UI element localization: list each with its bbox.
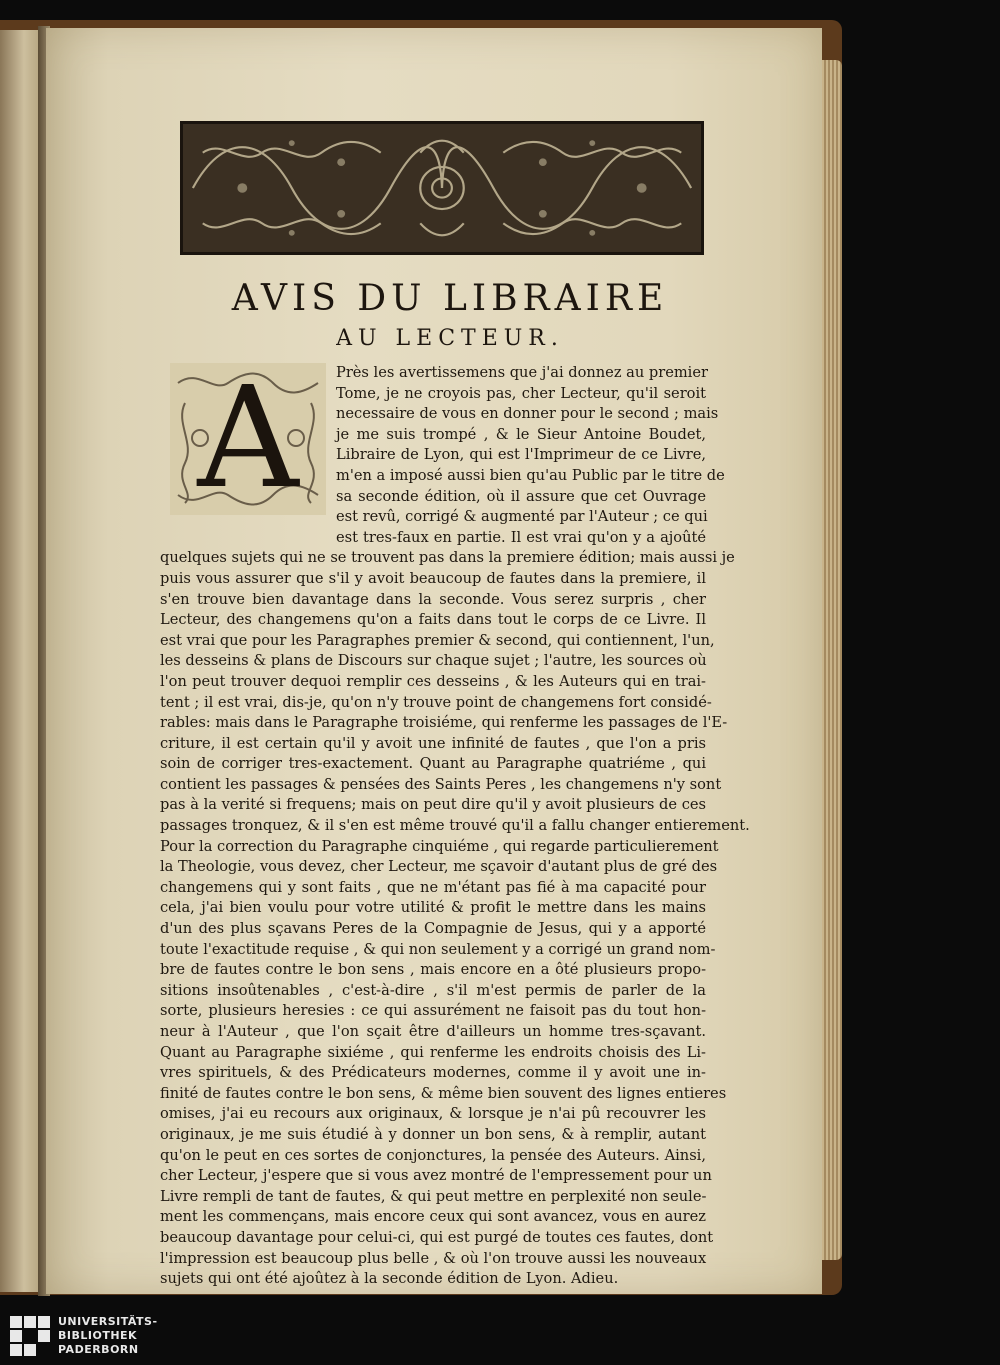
text-line: les desseins & plans de Discours sur chaque sujet ; l'autre, les sources où bbox=[160, 652, 707, 670]
text-line: pas à la verité si frequens; mais on peut dire qu'il y avoit plusieurs de ces bbox=[160, 796, 706, 814]
text-line: bre de fautes contre le bon sens , mais encore en a ôté plusieurs propo- bbox=[160, 961, 706, 979]
text-line: quelques sujets qui ne se trouvent pas dans la premiere édition; mais aussi je bbox=[160, 549, 735, 567]
text-line: beaucoup davantage pour celui-ci, qui est purgé de toutes ces fautes, dont bbox=[160, 1228, 714, 1246]
body-text bbox=[160, 357, 750, 1290]
facing-page bbox=[0, 30, 40, 1292]
text-line: necessaire de vous en donner pour le second ; mais bbox=[336, 405, 719, 423]
page-title: AVIS DU LIBRAIRE bbox=[231, 278, 669, 319]
text-line: est revû, corrigé & augmenté par l'Auteur ; ce qui bbox=[336, 508, 708, 526]
text-line: d'un des plus sçavans Peres de la Compagnie de Jesus, qui y a apporté bbox=[160, 920, 706, 938]
text-line: est vrai que pour les Paragraphes premier & second, qui contiennent, l'un, bbox=[160, 631, 715, 649]
text-line: est tres-faux en partie. Il est vrai qu'on y a ajoûté bbox=[336, 528, 706, 546]
text-line: la Theologie, vous devez, cher Lecteur, me sçavoir d'autant plus de gré des bbox=[160, 858, 718, 876]
text-line: originaux, je me suis étudié à y donner un bon sens, & à remplir, autant bbox=[160, 1125, 706, 1143]
text-line: m'en a imposé aussi bien qu'au Public par le titre de bbox=[336, 466, 725, 484]
text-line: l'impression est beaucoup plus belle , & où l'on trouve aussi les nouveaux bbox=[160, 1249, 707, 1267]
logo-line-1: UNIVERSITÄTS- bbox=[58, 1315, 158, 1328]
text-line: je me suis trompé , & le Sieur Antoine Boudet, bbox=[336, 425, 706, 443]
text-line: Quant au Paragraphe sixiéme , qui renferme les endroits choisis des Li- bbox=[160, 1043, 706, 1061]
text-line: soin de corriger tres-exactement. Quant au Paragraphe quatriéme , qui bbox=[160, 755, 706, 773]
text-line: l'on peut trouver dequoi remplir ces desseins , & les Auteurs qui en trai- bbox=[160, 672, 706, 690]
text-line: passages tronquez, & il s'en est même trouvé qu'il a fallu changer entierement. bbox=[160, 817, 750, 835]
text-line: Près les avertissemens que j'ai donnez au premier bbox=[336, 364, 708, 381]
page-subtitle: AU LECTEUR. bbox=[336, 326, 564, 351]
text-line: sitions insoûtenables , c'est-à-dire , s'il m'est permis de parler de la bbox=[160, 981, 706, 999]
logo-line-2: BIBLIOTHEK bbox=[58, 1329, 138, 1342]
text-line: sujets qui ont été ajoûtez à la seconde édition de Lyon. Adieu. bbox=[160, 1270, 619, 1288]
text-line: qu'on le peut en ces sortes de conjonctures, la pensée des Auteurs. Ainsi, bbox=[160, 1146, 706, 1164]
text-line: Pour la correction du Paragraphe cinquiéme , qui regarde particulierement bbox=[160, 837, 719, 855]
text-line: vres spirituels, & des Prédicateurs modernes, comme il y avoit une in- bbox=[160, 1064, 706, 1082]
drop-cap-letter: A bbox=[197, 357, 299, 520]
text-line: finité de fautes contre le bon sens, & même bien souvent des lignes entieres bbox=[160, 1084, 727, 1102]
text-line: omises, j'ai eu recours aux originaux, & lorsque je n'ai pû recouvrer les bbox=[160, 1105, 706, 1123]
text-line: sa seconde édition, où il assure que cet Ouvrage bbox=[336, 487, 706, 505]
text-line: cher Lecteur, j'espere que si vous avez montré de l'empressement pour un bbox=[160, 1167, 712, 1185]
logo-line-3: PADERBORN bbox=[58, 1343, 139, 1356]
text-line: puis vous assurer que s'il y avoit beaucoup de fautes dans la premiere, il bbox=[160, 569, 706, 587]
library-logo-icon bbox=[8, 1314, 52, 1358]
text-line: tent ; il est vrai, dis-je, qu'on n'y trouve point de changemens fort considé- bbox=[160, 693, 712, 711]
text-line: changemens qui y sont faits , que ne m'étant pas fié à ma capacité pour bbox=[160, 878, 706, 896]
library-logo bbox=[4, 1308, 164, 1365]
text-line: rables: mais dans le Paragraphe troisiéme, qui renferme les passages de l'E- bbox=[160, 714, 728, 732]
text-line: Livre rempli de tant de fautes, & qui peut mettre en perplexité non seule- bbox=[160, 1187, 707, 1205]
decorative-headpiece bbox=[180, 121, 704, 255]
text-line: contient les passages & pensées des Saints Peres , les changemens n'y sont bbox=[160, 775, 722, 793]
text-line: Tome, je ne croyois pas, cher Lecteur, qu'il seroit bbox=[336, 384, 706, 402]
text-line: sorte, plusieurs heresies : ce qui assurément ne faisoit pas du tout hon- bbox=[160, 1002, 706, 1020]
text-line: toute l'exactitude requise , & qui non seulement y a corrigé un grand nom- bbox=[160, 940, 716, 958]
text-line: s'en trouve bien davantage dans la seconde. Vous serez surpris , cher bbox=[160, 590, 706, 608]
text-line: ment les commençans, mais encore ceux qui sont avancez, vous en aurez bbox=[160, 1208, 706, 1226]
text-line: Lecteur, des changemens qu'on a faits dans tout le corps de ce Livre. Il bbox=[160, 611, 706, 629]
text-line: cela, j'ai bien voulu pour votre utilité & profit le mettre dans les mains bbox=[160, 899, 706, 917]
text-line: neur à l'Auteur , que l'on sçait être d'ailleurs un homme tres-sçavant. bbox=[160, 1023, 706, 1040]
text-line: Libraire de Lyon, qui est l'Imprimeur de ce Livre, bbox=[336, 446, 706, 464]
text-line: criture, il est certain qu'il y avoit une infinité de fautes , que l'on a pris bbox=[160, 734, 706, 752]
